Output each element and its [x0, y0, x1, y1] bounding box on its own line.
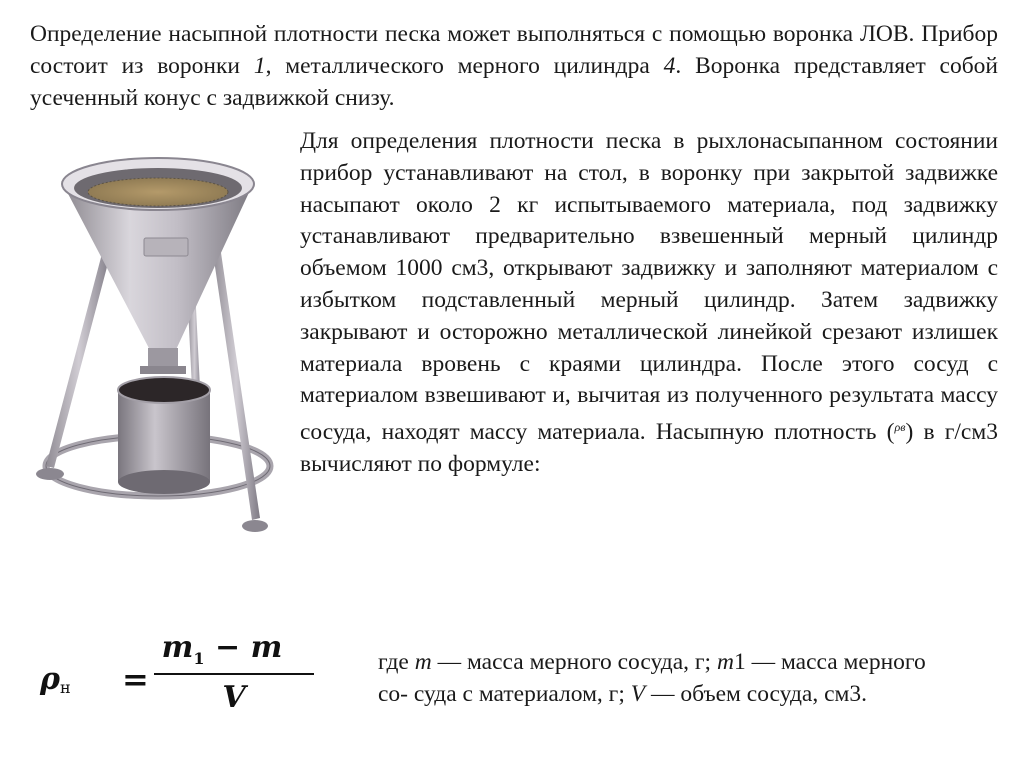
procedure-text-end: ) в г/см3 вычисляют по формуле:: [300, 419, 998, 477]
procedure-paragraph: [300, 126, 998, 481]
legend-text-a: где: [378, 649, 415, 675]
legend-text-c: 1 — масса мерного со- суда с материалом, г;: [378, 649, 926, 707]
intro-ref-4: 4: [663, 53, 676, 79]
intro-ref-1: 1: [253, 53, 266, 79]
legend-var-m1: m: [716, 649, 734, 675]
formula-numerator: [154, 630, 290, 668]
legend-text-d: — объем сосуда, см3.: [645, 681, 868, 707]
formula-equals: =: [122, 660, 149, 698]
intro-paragraph: [30, 18, 998, 114]
formula-denominator: V: [222, 680, 246, 715]
intro-text-c: . Воронка представляет собой усеченный конус с задвижкой снизу.: [30, 53, 998, 111]
fraction-bar: [154, 673, 314, 675]
intro-text-b: , металлического мерного цилиндра: [265, 53, 664, 79]
procedure-text: Для определения плотности песка в рыхлонасыпанном состоянии прибор устанавливают на стол, в воронку при закрытой задвижке насыпают около 2 кг испытываемого материала, под задвижку устанавливают предварительно взвешенный мерный цилиндр объемом 1000 см3, открывают задвижку и заполняют материалом с избытком подставленный мерный цилиндр. Затем задвижку закрывают и осторожно металлической линейкой срезают излишек материала вровень с краями цилиндра. После этого сосуд с материалом взвешивают и, вычитая из полученного результата массу сосуда, находят массу материала. Насыпную плотность (: [300, 128, 998, 446]
formula-num-subscript: 1: [193, 649, 205, 668]
funnel-device-photo: [22, 128, 290, 556]
formula-num-rest: − m: [204, 630, 283, 665]
formula-legend: [378, 646, 938, 710]
bulk-density-formula: [40, 630, 300, 720]
bulk-density-symbol: ρв: [894, 420, 906, 435]
legend-text-b: — масса мерного сосуда, г;: [431, 649, 717, 675]
intro-text-a: Определение насыпной плотности песка может выполняться с помощью воронка ЛОВ. Прибор состоит из воронки: [30, 21, 998, 79]
formula-lhs: [40, 662, 71, 697]
formula-rho-subscript: н: [59, 678, 71, 697]
formula-num-m: m: [161, 630, 194, 665]
legend-var-v: V: [630, 681, 646, 707]
formula-rho: ρ: [40, 662, 60, 697]
legend-var-m: m: [414, 649, 432, 675]
